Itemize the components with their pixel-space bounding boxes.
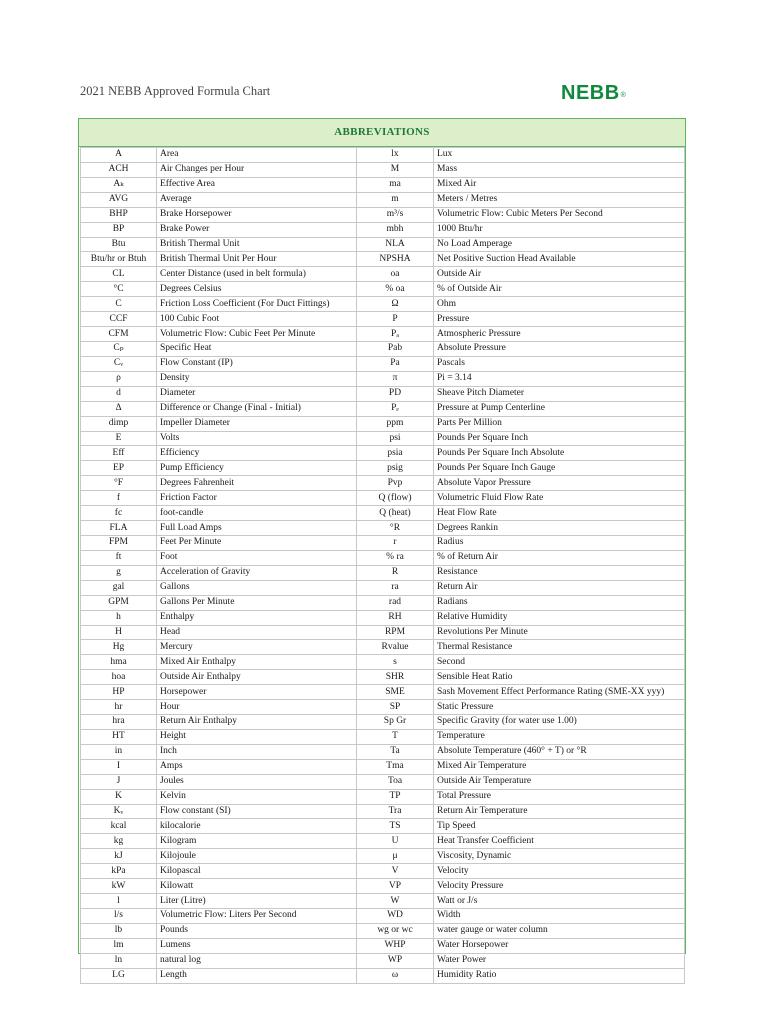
abbr-symbol-right: % ra [357,550,434,565]
abbr-definition-left: Specific Heat [157,341,357,356]
abbr-definition-right: Watt or J/s [434,894,685,909]
abbr-definition-right: Radius [434,535,685,550]
abbr-definition-left: Friction Loss Coefficient (For Duct Fittings) [157,297,357,312]
abbr-symbol-right: °R [357,521,434,536]
table-row [81,640,685,655]
abbr-symbol-left: Cᵥ [81,356,157,371]
abbr-symbol-right: W [357,894,434,909]
table-row [81,476,685,491]
logo-text: NEBB [561,82,620,104]
abbr-symbol-right: P [357,312,434,327]
table-row [81,416,685,431]
abbr-definition-left: Outside Air Enthalpy [157,670,357,685]
abbr-definition-right: Atmospheric Pressure [434,327,685,342]
abbr-symbol-right: wg or wc [357,923,434,938]
abbr-definition-right: Volumetric Fluid Flow Rate [434,491,685,506]
table-row [81,446,685,461]
abbr-symbol-left: Eff [81,446,157,461]
abbr-symbol-left: hoa [81,670,157,685]
table-row [81,237,685,252]
abbr-symbol-right: Ω [357,297,434,312]
abbr-definition-left: Degrees Celsius [157,282,357,297]
table-row [81,327,685,342]
abbr-definition-left: Volumetric Flow: Cubic Feet Per Minute [157,327,357,342]
abbr-definition-right: Resistance [434,565,685,580]
abbr-definition-left: Efficiency [157,446,357,461]
abbr-definition-left: Brake Horsepower [157,207,357,222]
abbr-symbol-right: Sp Gr [357,715,434,730]
abbr-symbol-right: WHP [357,938,434,953]
abbr-symbol-left: ft [81,550,157,565]
abbr-symbol-right: Tma [357,759,434,774]
table-row [81,491,685,506]
abbr-definition-right: Lux [434,148,685,163]
abbr-symbol-left: HP [81,685,157,700]
abbr-definition-left: natural log [157,953,357,968]
abbr-symbol-left: l/s [81,909,157,924]
abbr-definition-right: Velocity [434,864,685,879]
abbr-definition-left: Mixed Air Enthalpy [157,655,357,670]
abbr-symbol-right: ra [357,580,434,595]
table-row [81,744,685,759]
table-row [81,789,685,804]
abbr-definition-left: Difference or Change (Final - Initial) [157,401,357,416]
abbr-symbol-left: FPM [81,535,157,550]
abbr-symbol-right: % oa [357,282,434,297]
abbr-definition-right: Meters / Metres [434,192,685,207]
abbr-definition-left: Amps [157,759,357,774]
abbr-definition-left: British Thermal Unit Per Hour [157,252,357,267]
abbr-definition-right: Pi = 3.14 [434,371,685,386]
abbr-symbol-right: rad [357,595,434,610]
abbr-definition-right: Net Positive Suction Head Available [434,252,685,267]
abbr-definition-right: Absolute Vapor Pressure [434,476,685,491]
table-row [81,953,685,968]
table-row [81,834,685,849]
abbr-definition-left: Volts [157,431,357,446]
abbr-symbol-left: Aₖ [81,177,157,192]
abbr-definition-left: Acceleration of Gravity [157,565,357,580]
abbr-definition-right: Thermal Resistance [434,640,685,655]
abbr-symbol-left: Btu [81,237,157,252]
abbr-definition-left: Impeller Diameter [157,416,357,431]
abbreviations-table-body [81,148,685,984]
abbr-symbol-left: BHP [81,207,157,222]
abbreviations-table [80,147,685,984]
section-heading: ABBREVIATIONS [79,119,685,147]
abbr-symbol-left: CCF [81,312,157,327]
abbr-definition-left: Kilopascal [157,864,357,879]
abbr-definition-left: Joules [157,774,357,789]
abbr-definition-right: Relative Humidity [434,610,685,625]
abbr-symbol-left: ln [81,953,157,968]
abbr-definition-left: Inch [157,744,357,759]
table-row [81,894,685,909]
abbr-symbol-right: m [357,192,434,207]
abbr-definition-right: Mixed Air Temperature [434,759,685,774]
abbr-definition-right: No Load Amperage [434,237,685,252]
abbr-symbol-left: HT [81,729,157,744]
abbr-definition-right: Sash Movement Effect Performance Rating (SME-XX yyy) [434,685,685,700]
abbr-symbol-left: Δ [81,401,157,416]
abbr-definition-right: Sensible Heat Ratio [434,670,685,685]
abbr-definition-right: Viscosity, Dynamic [434,849,685,864]
abbr-definition-right: Parts Per Million [434,416,685,431]
abbr-symbol-left: K [81,789,157,804]
abbr-symbol-right: Toa [357,774,434,789]
table-row [81,341,685,356]
abbr-definition-right: Heat Transfer Coefficient [434,834,685,849]
abbr-symbol-left: ACH [81,162,157,177]
abbr-definition-left: Friction Factor [157,491,357,506]
abbr-symbol-left: d [81,386,157,401]
nebb-logo [561,82,626,105]
abbr-symbol-left: l [81,894,157,909]
abbr-symbol-left: H [81,625,157,640]
table-row [81,864,685,879]
abbr-definition-left: Feet Per Minute [157,535,357,550]
abbr-definition-left: Kilowatt [157,879,357,894]
table-row [81,222,685,237]
abbr-definition-left: Kilojoule [157,849,357,864]
abbr-definition-right: Pounds Per Square Inch Gauge [434,461,685,476]
abbr-definition-left: Kelvin [157,789,357,804]
abbr-symbol-left: gal [81,580,157,595]
table-row [81,461,685,476]
abbr-definition-right: Return Air [434,580,685,595]
abbr-symbol-left: lb [81,923,157,938]
abbr-symbol-right: lx [357,148,434,163]
abbr-symbol-right: NLA [357,237,434,252]
abbr-definition-right: Mass [434,162,685,177]
abbr-symbol-left: hr [81,700,157,715]
abbr-symbol-left: BP [81,222,157,237]
abbr-symbol-right: Tra [357,804,434,819]
abbr-symbol-right: RH [357,610,434,625]
abbr-symbol-left: lm [81,938,157,953]
abbr-symbol-right: psi [357,431,434,446]
abbr-definition-left: British Thermal Unit [157,237,357,252]
abbr-definition-left: Mercury [157,640,357,655]
abbr-symbol-left: in [81,744,157,759]
abbr-definition-left: Return Air Enthalpy [157,715,357,730]
abbr-definition-right: Pounds Per Square Inch Absolute [434,446,685,461]
abbr-symbol-left: GPM [81,595,157,610]
abbr-definition-right: Volumetric Flow: Cubic Meters Per Second [434,207,685,222]
abbr-definition-right: Pressure [434,312,685,327]
abbr-definition-right: Heat Flow Rate [434,506,685,521]
table-row [81,267,685,282]
table-row [81,312,685,327]
abbr-symbol-right: Q (heat) [357,506,434,521]
table-row [81,670,685,685]
table-row [81,356,685,371]
abbr-definition-right: Absolute Temperature (460° + T) or °R [434,744,685,759]
abbr-symbol-right: R [357,565,434,580]
abbr-definition-right: Pascals [434,356,685,371]
abbr-definition-right: Pressure at Pump Centerline [434,401,685,416]
abbr-symbol-right: VP [357,879,434,894]
document-title: 2021 NEBB Approved Formula Chart [80,84,271,98]
abbr-definition-right: Humidity Ratio [434,968,685,983]
abbr-symbol-right: M [357,162,434,177]
abbr-definition-left: Diameter [157,386,357,401]
abbr-symbol-left: FLA [81,521,157,536]
abbr-symbol-right: psig [357,461,434,476]
abbr-symbol-right: TS [357,819,434,834]
abbr-symbol-left: hra [81,715,157,730]
abbr-definition-left: Full Load Amps [157,521,357,536]
abbr-definition-right: Temperature [434,729,685,744]
table-row [81,923,685,938]
abbr-symbol-right: ppm [357,416,434,431]
abbr-definition-left: Lumens [157,938,357,953]
abbr-definition-left: Liter (Litre) [157,894,357,909]
table-row [81,774,685,789]
table-row [81,297,685,312]
abbr-definition-left: Average [157,192,357,207]
table-row [81,207,685,222]
abbr-symbol-right: V [357,864,434,879]
abbr-symbol-left: fc [81,506,157,521]
abbr-definition-left: foot-candle [157,506,357,521]
abbr-symbol-right: Rvalue [357,640,434,655]
abbr-definition-left: kilocalorie [157,819,357,834]
abbr-definition-left: Enthalpy [157,610,357,625]
abbr-symbol-right: π [357,371,434,386]
table-row [81,610,685,625]
abbr-symbol-right: psia [357,446,434,461]
abbr-symbol-right: ω [357,968,434,983]
table-row [81,431,685,446]
abbr-definition-right: Outside Air [434,267,685,282]
abbr-symbol-left: kcal [81,819,157,834]
table-row [81,700,685,715]
table-row [81,401,685,416]
abbr-symbol-right: RPM [357,625,434,640]
abbr-definition-right: Outside Air Temperature [434,774,685,789]
abbr-symbol-right: Pab [357,341,434,356]
abbr-definition-right: % of Return Air [434,550,685,565]
abbr-definition-left: Kilogram [157,834,357,849]
abbr-symbol-left: h [81,610,157,625]
abbr-definition-left: Volumetric Flow: Liters Per Second [157,909,357,924]
abbr-definition-right: Return Air Temperature [434,804,685,819]
abbr-definition-right: Total Pressure [434,789,685,804]
abbr-symbol-right: r [357,535,434,550]
abbr-definition-left: Length [157,968,357,983]
abbr-symbol-left: A [81,148,157,163]
table-row [81,177,685,192]
abbr-symbol-right: m³/s [357,207,434,222]
abbr-definition-left: Effective Area [157,177,357,192]
abbr-definition-left: Foot [157,550,357,565]
abbr-symbol-right: μ [357,849,434,864]
abbr-definition-right: Absolute Pressure [434,341,685,356]
abbr-symbol-right: SP [357,700,434,715]
abbr-definition-left: Gallons Per Minute [157,595,357,610]
abbr-symbol-left: hma [81,655,157,670]
abbr-definition-right: Mixed Air [434,177,685,192]
abbr-definition-right: 1000 Btu/hr [434,222,685,237]
abbr-definition-right: Second [434,655,685,670]
abbr-definition-left: 100 Cubic Foot [157,312,357,327]
abbr-symbol-right: TP [357,789,434,804]
table-row [81,192,685,207]
abbr-definition-left: Brake Power [157,222,357,237]
table-row [81,849,685,864]
table-row [81,162,685,177]
abbr-symbol-left: Kᵥ [81,804,157,819]
table-row [81,804,685,819]
table-row [81,879,685,894]
abbr-symbol-right: SME [357,685,434,700]
abbr-symbol-left: AVG [81,192,157,207]
abbr-symbol-right: Pₐ [357,327,434,342]
table-row [81,580,685,595]
abbr-definition-left: Horsepower [157,685,357,700]
abbr-definition-right: % of Outside Air [434,282,685,297]
table-row [81,819,685,834]
abbr-symbol-right: Pvp [357,476,434,491]
abbr-definition-right: Velocity Pressure [434,879,685,894]
abbr-definition-left: Pounds [157,923,357,938]
abbr-symbol-left: EP [81,461,157,476]
abbr-symbol-left: kPa [81,864,157,879]
abbr-symbol-right: mbh [357,222,434,237]
abbr-symbol-left: E [81,431,157,446]
abbr-symbol-right: Pa [357,356,434,371]
abbr-definition-left: Height [157,729,357,744]
table-row [81,521,685,536]
abbr-symbol-left: CL [81,267,157,282]
abbr-definition-right: Specific Gravity (for water use 1.00) [434,715,685,730]
abbr-symbol-left: J [81,774,157,789]
abbr-symbol-left: g [81,565,157,580]
table-row [81,759,685,774]
abbr-symbol-left: C [81,297,157,312]
abbr-symbol-left: kg [81,834,157,849]
abbr-symbol-left: °C [81,282,157,297]
abbr-definition-right: Width [434,909,685,924]
abbr-definition-right: water gauge or water column [434,923,685,938]
table-row [81,148,685,163]
table-row [81,729,685,744]
abbr-definition-right: Sheave Pitch Diameter [434,386,685,401]
abbr-definition-left: Hour [157,700,357,715]
abbr-definition-left: Gallons [157,580,357,595]
abbr-symbol-right: oa [357,267,434,282]
abbr-definition-right: Degrees Rankin [434,521,685,536]
abbr-definition-left: Flow constant (SI) [157,804,357,819]
abbr-definition-left: Flow Constant (IP) [157,356,357,371]
abbr-definition-right: Water Horsepower [434,938,685,953]
table-row [81,282,685,297]
abbr-definition-right: Water Power [434,953,685,968]
table-row [81,655,685,670]
abbr-definition-right: Radians [434,595,685,610]
registered-mark: ® [620,92,627,99]
abbr-definition-left: Air Changes per Hour [157,162,357,177]
abbr-symbol-right: SHR [357,670,434,685]
abbr-symbol-left: Cₚ [81,341,157,356]
table-row [81,565,685,580]
table-row [81,371,685,386]
abbr-symbol-right: WD [357,909,434,924]
abbr-symbol-right: Q (flow) [357,491,434,506]
abbr-symbol-left: CFM [81,327,157,342]
abbr-definition-right: Ohm [434,297,685,312]
abbr-symbol-left: ρ [81,371,157,386]
abbr-symbol-right: s [357,655,434,670]
abbr-symbol-right: Ta [357,744,434,759]
abbr-symbol-left: Btu/hr or Btuh [81,252,157,267]
table-row [81,252,685,267]
table-row [81,625,685,640]
table-row [81,715,685,730]
table-row [81,968,685,983]
table-row [81,595,685,610]
abbr-symbol-right: ma [357,177,434,192]
table-row [81,550,685,565]
abbr-definition-left: Center Distance (used in belt formula) [157,267,357,282]
abbr-definition-left: Area [157,148,357,163]
abbr-definition-left: Degrees Fahrenheit [157,476,357,491]
abbr-definition-left: Head [157,625,357,640]
abbr-symbol-right: U [357,834,434,849]
abbr-definition-right: Static Pressure [434,700,685,715]
abbr-symbol-left: dimp [81,416,157,431]
abbr-definition-left: Density [157,371,357,386]
abbr-symbol-left: kJ [81,849,157,864]
abbr-symbol-right: PD [357,386,434,401]
abbr-symbol-right: Pₑ [357,401,434,416]
abbr-symbol-left: I [81,759,157,774]
abbr-symbol-right: NPSHA [357,252,434,267]
abbr-symbol-left: °F [81,476,157,491]
abbr-symbol-left: kW [81,879,157,894]
abbr-definition-right: Revolutions Per Minute [434,625,685,640]
abbr-definition-right: Pounds Per Square Inch [434,431,685,446]
abbr-symbol-left: LG [81,968,157,983]
abbr-definition-right: Tip Speed [434,819,685,834]
abbr-symbol-left: Hg [81,640,157,655]
table-row [81,909,685,924]
table-row [81,535,685,550]
abbr-symbol-left: f [81,491,157,506]
abbr-definition-left: Pump Efficiency [157,461,357,476]
table-row [81,685,685,700]
table-row [81,938,685,953]
abbr-symbol-right: WP [357,953,434,968]
table-row [81,506,685,521]
table-row [81,386,685,401]
abbr-symbol-right: T [357,729,434,744]
